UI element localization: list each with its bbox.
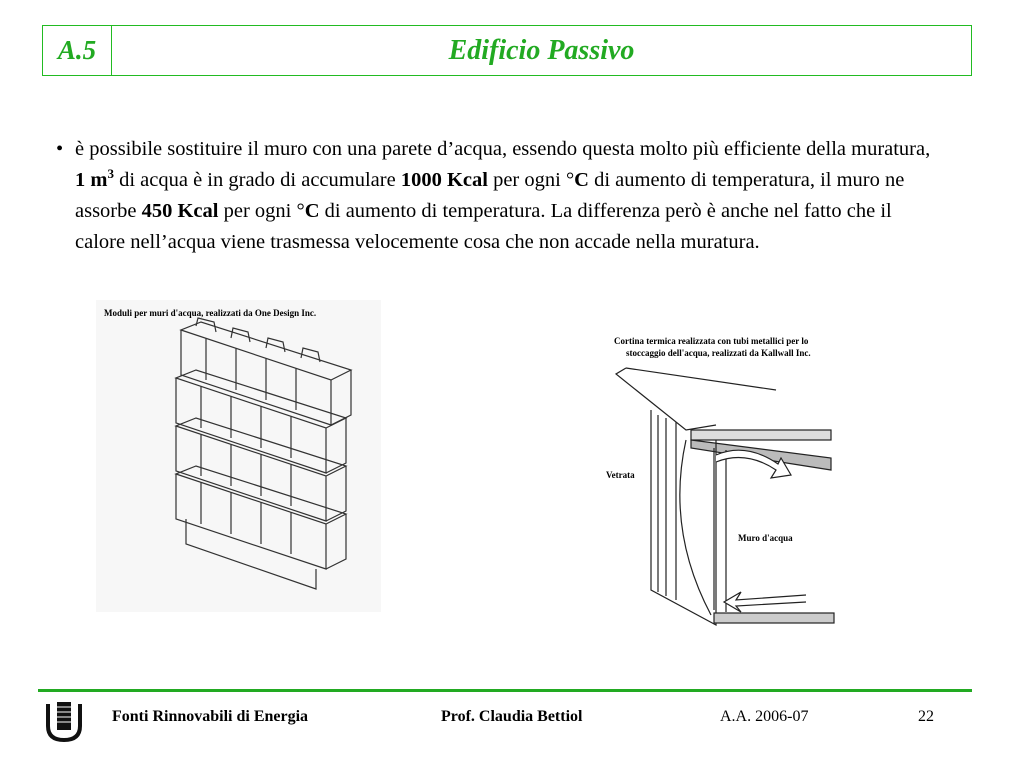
water-modules-drawing xyxy=(96,300,381,612)
label-muro-acqua: Muro d'acqua xyxy=(738,533,793,543)
footer-year: A.A. 2006-07 xyxy=(720,708,809,725)
footer-page-number: 22 xyxy=(918,708,934,725)
bold-1000-kcal: 1000 Kcal xyxy=(400,169,488,191)
bullet-text: è possibile sostituire il muro con una parete d’acqua, essendo questa molto più efficiente della muratura, 1 $m^3$ di acqua è in grado di accumulare 1000 Kcal per ogni °C di aumento di temperatura, il muro ne assorbe 450 Kcal per ogni °C di aumento di temperatura. La differenza però è anche nel fatto che il calore nell’acqua viene trasmessa velocemente cosa che non accade nella muratura. xyxy=(75,138,931,253)
figure-water-modules xyxy=(96,300,381,612)
slide-header xyxy=(42,25,972,76)
bold-c-1: C xyxy=(574,169,589,191)
slide-title: Edificio Passivo xyxy=(448,34,635,66)
bullet-dot: • xyxy=(56,138,64,160)
superscript-3: 3 xyxy=(107,166,114,182)
section-code: A.5 xyxy=(43,26,112,75)
footer-course: Fonti Rinnovabili di Energia xyxy=(112,708,309,725)
university-logo-icon xyxy=(44,700,84,744)
bold-c-2: C xyxy=(304,200,320,222)
figure-right-caption-1: Cortina termica realizzata con tubi metallici per lo xyxy=(614,336,809,346)
bullet-paragraph xyxy=(56,134,936,258)
bold-volume: 1 m xyxy=(75,169,108,191)
footer-divider xyxy=(38,689,972,692)
bold-450-kcal: 450 Kcal xyxy=(141,200,219,222)
footer-professor: Prof. Claudia Bettiol xyxy=(441,708,583,725)
thermal-curtain-drawing xyxy=(596,330,836,630)
label-vetrata: Vetrata xyxy=(606,470,635,480)
figure-left-caption: Moduli per muri d'acqua, realizzati da One Design Inc. xyxy=(104,308,317,318)
figure-right-caption-2: stoccaggio dell'acqua, realizzati da Kallwall Inc. xyxy=(626,348,811,358)
figure-thermal-curtain xyxy=(596,330,836,630)
